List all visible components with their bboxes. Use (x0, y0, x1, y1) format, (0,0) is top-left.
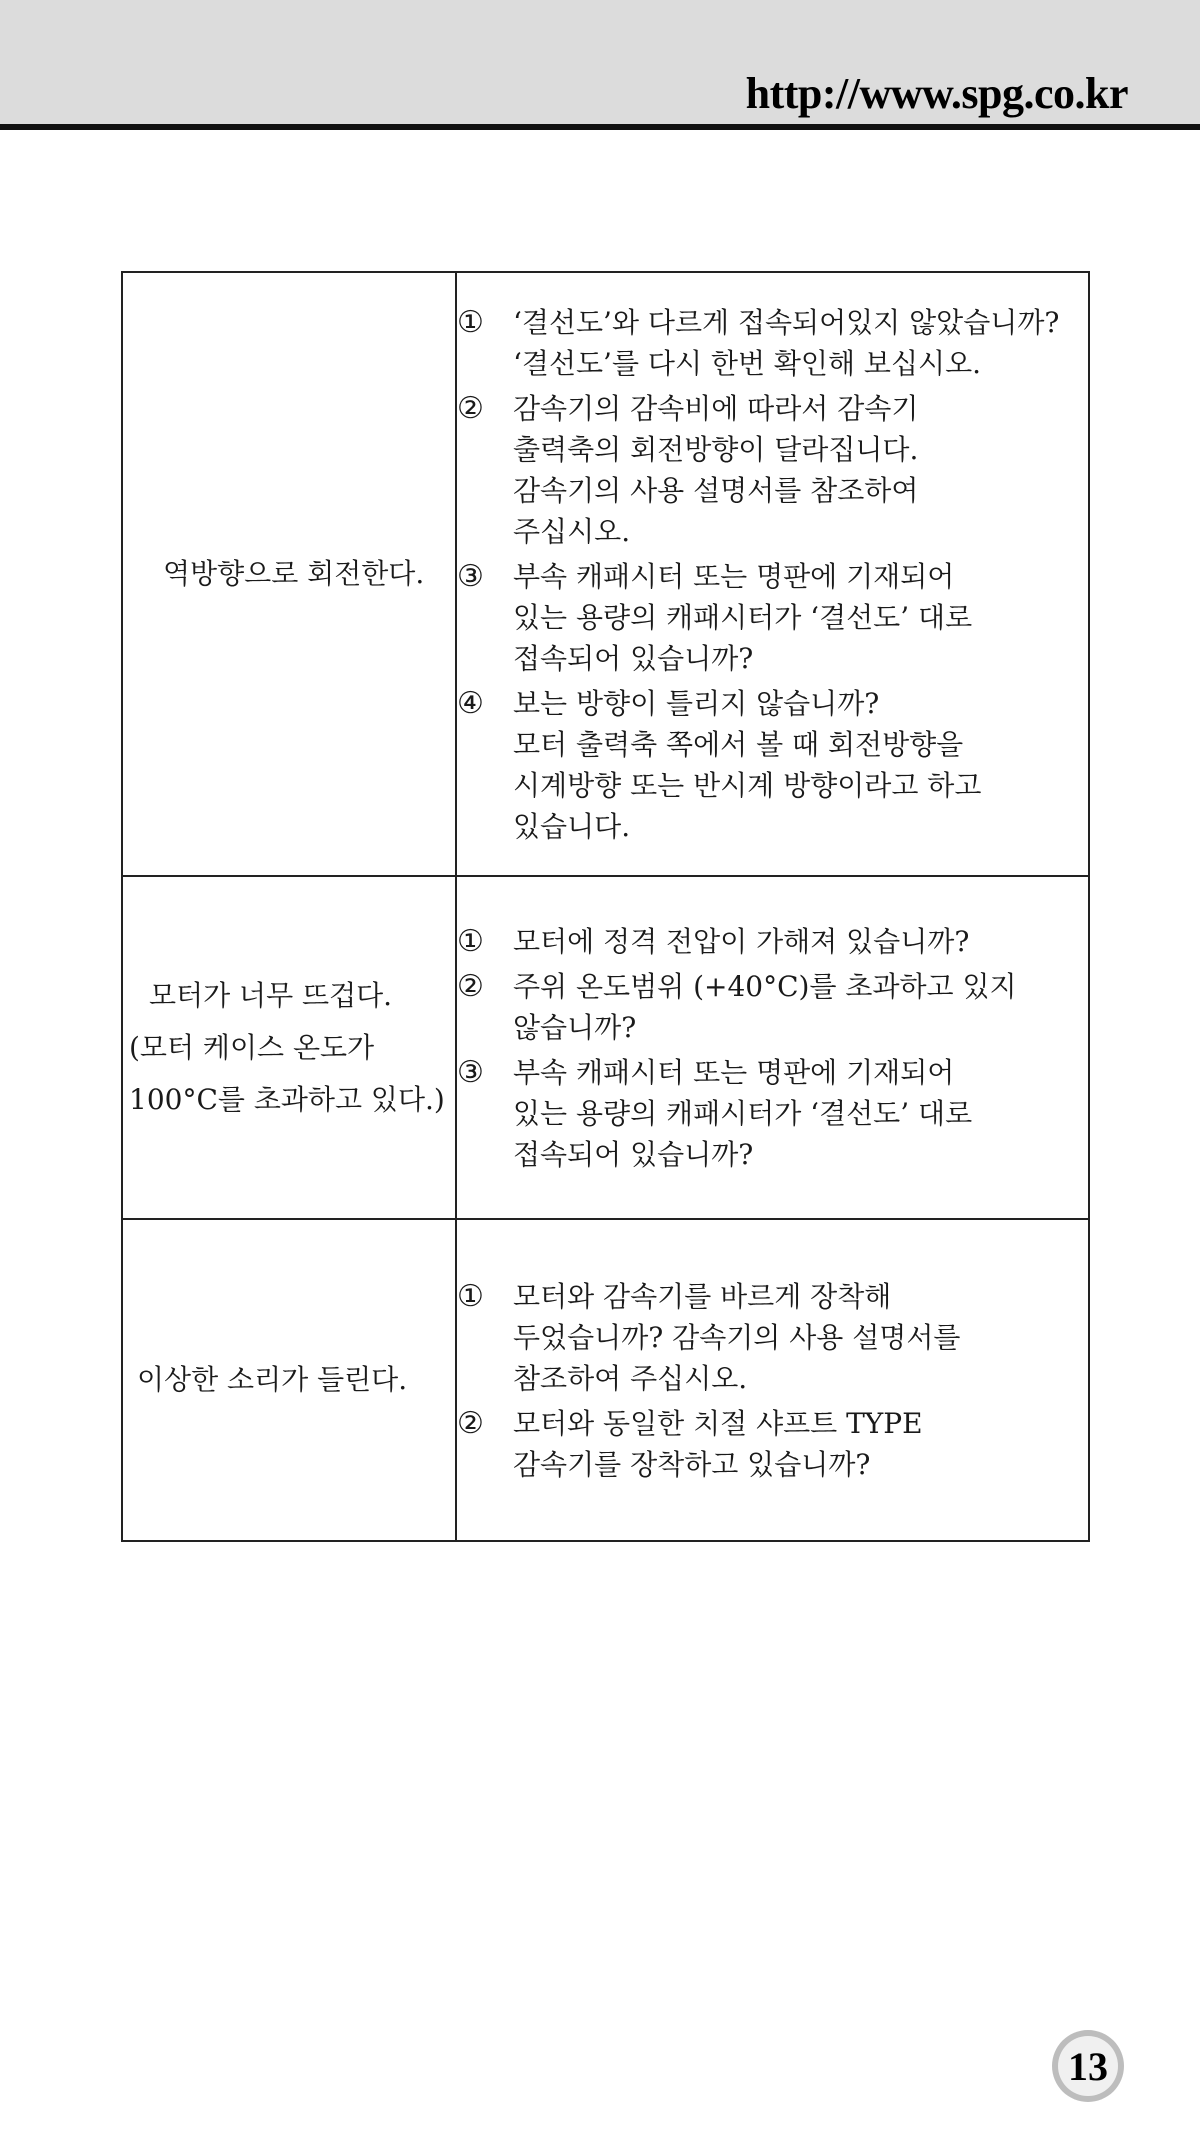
check-line: 주십시오. (513, 514, 631, 548)
check-line: 감속기의 사용 설명서를 참조하여 (513, 473, 919, 507)
check-line: 감속기를 장착하고 있습니까? (513, 1447, 871, 1481)
check-item (457, 556, 1088, 679)
check-line: 않습니까? (513, 1010, 637, 1044)
item-number: ③ (457, 558, 484, 594)
symptom-text: 100°C를 초과하고 있다.) (129, 1082, 445, 1116)
table-row (122, 1219, 1089, 1541)
item-number: ① (457, 304, 484, 340)
check-item (457, 921, 1088, 962)
check-line: 부속 캐패시터 또는 명판에 기재되어 (513, 1055, 955, 1089)
check-cell (456, 272, 1089, 876)
check-line: 있는 용량의 캐패시터가 ‘결선도’ 대로 (513, 600, 973, 634)
check-line: 모터와 감속기를 바르게 장착해 (513, 1279, 892, 1313)
item-number: ② (457, 1405, 484, 1441)
symptom-text: 모터가 너무 뜨겁다. (149, 978, 393, 1012)
symptom-cell (122, 272, 456, 876)
check-line: 참조하여 주십시오. (513, 1361, 748, 1395)
symptom-text: 이상한 소리가 들린다. (137, 1363, 408, 1396)
symptom-text: (모터 케이스 온도가 (129, 1030, 375, 1064)
header-band (0, 0, 1200, 130)
item-number: ④ (457, 685, 484, 721)
item-number: ② (457, 390, 484, 426)
page-number-badge (1052, 2030, 1124, 2102)
check-line: 주위 온도범위 (+40°C)를 초과하고 있지 (513, 969, 1017, 1003)
site-url: http://www.spg.co.kr (745, 69, 1128, 118)
check-line: 모터와 동일한 치절 샤프트 TYPE (513, 1406, 923, 1440)
check-line: ‘결선도’와 다르게 접속되어있지 않았습니까? (513, 305, 1060, 339)
check-line: 부속 캐패시터 또는 명판에 기재되어 (513, 559, 955, 593)
item-number: ② (457, 968, 484, 1004)
item-number: ① (457, 923, 484, 959)
check-item (457, 1052, 1088, 1175)
check-item (457, 1403, 1088, 1485)
symptom-cell (122, 876, 456, 1219)
check-cell (456, 876, 1089, 1219)
check-line: ‘결선도’를 다시 한번 확인해 보십시오. (513, 346, 982, 380)
check-line: 접속되어 있습니까? (513, 641, 754, 675)
check-line: 모터 출력축 쪽에서 볼 때 회전방향을 (513, 727, 964, 761)
check-line: 모터에 정격 전압이 가해져 있습니까? (513, 924, 970, 958)
check-item (457, 966, 1088, 1048)
table-row (122, 876, 1089, 1219)
item-number: ③ (457, 1054, 484, 1090)
check-line: 접속되어 있습니까? (513, 1137, 754, 1171)
check-line: 있습니다. (513, 809, 631, 843)
check-line: 출력축의 회전방향이 달라집니다. (513, 432, 919, 466)
check-item (457, 302, 1088, 384)
item-number: ① (457, 1278, 484, 1314)
check-line: 있는 용량의 캐패시터가 ‘결선도’ 대로 (513, 1096, 973, 1130)
check-line: 감속기의 감속비에 따라서 감속기 (513, 391, 919, 425)
check-line: 두었습니까? 감속기의 사용 설명서를 (513, 1320, 961, 1354)
table-row (122, 272, 1089, 876)
page-number: 13 (1058, 2036, 1118, 2096)
check-cell (456, 1219, 1089, 1541)
symptom-cell (122, 1219, 456, 1541)
check-item (457, 683, 1088, 847)
check-item (457, 1276, 1088, 1399)
check-line: 시계방향 또는 반시계 방향이라고 하고 (513, 768, 982, 802)
symptom-text: 역방향으로 회전한다. (163, 557, 425, 590)
troubleshooting-table (121, 271, 1090, 1542)
check-line: 보는 방향이 틀리지 않습니까? (513, 686, 880, 720)
check-item (457, 388, 1088, 552)
